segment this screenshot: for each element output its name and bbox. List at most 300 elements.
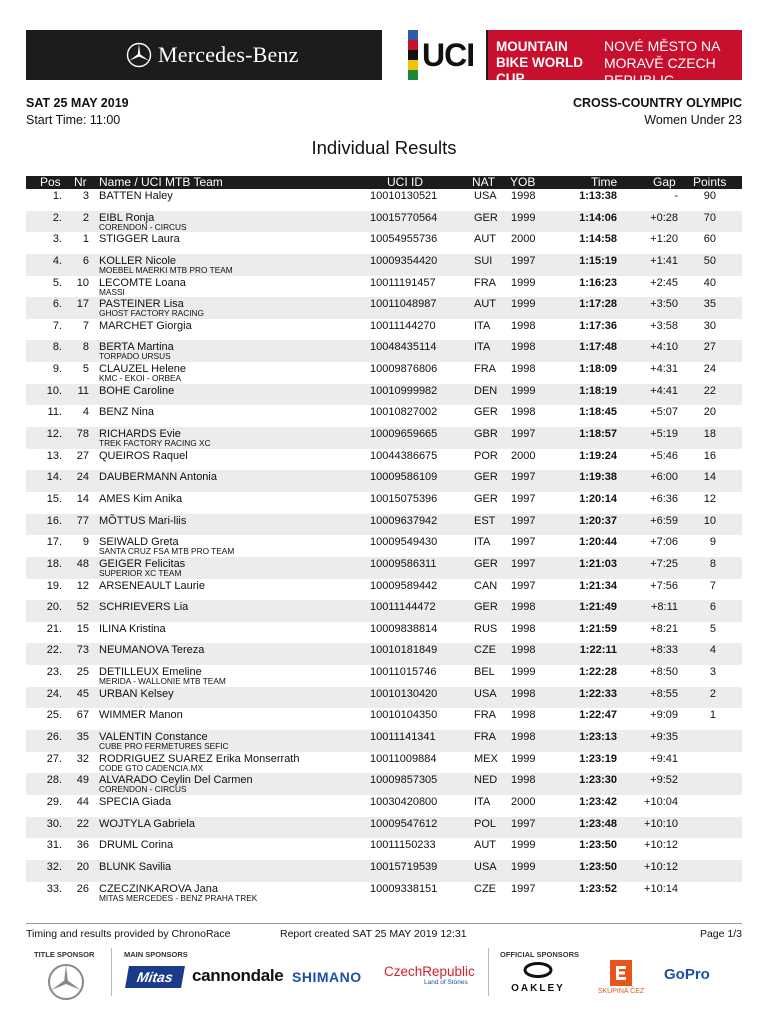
row-yob: 1997 bbox=[511, 254, 536, 267]
row-team: MASSI bbox=[99, 286, 125, 297]
cannondale-logo: cannondale bbox=[192, 966, 284, 985]
row-gap: +8:50 bbox=[650, 666, 678, 679]
row-gap: +4:31 bbox=[650, 363, 678, 376]
row-uci-id: 10010130521 bbox=[370, 190, 438, 202]
row-yob: 1998 bbox=[511, 319, 536, 332]
row-rider-name: BERTA Martina bbox=[99, 341, 174, 354]
row-nation: GBR bbox=[474, 428, 498, 441]
table-row bbox=[26, 492, 742, 514]
col-nat: NAT bbox=[472, 175, 496, 189]
row-bib: 9 bbox=[82, 536, 89, 549]
row-nation: AUT bbox=[474, 233, 496, 246]
row-rider-name: MÕTTUS Mari-liis bbox=[99, 514, 187, 527]
row-nation: GER bbox=[474, 406, 498, 419]
row-nation: FRA bbox=[474, 709, 496, 722]
row-nation: ITA bbox=[474, 795, 491, 808]
row-rider-name: LECOMTE Loana bbox=[99, 276, 186, 289]
row-gap: +1:20 bbox=[650, 233, 678, 246]
uci-logo bbox=[382, 30, 486, 80]
row-points: 20 bbox=[703, 406, 716, 419]
row-bib: 27 bbox=[76, 449, 89, 462]
table-row bbox=[26, 860, 742, 882]
row-time: 1:23:50 bbox=[579, 860, 617, 873]
cez-e-icon bbox=[610, 960, 632, 986]
row-uci-id: 10010104350 bbox=[370, 709, 438, 722]
row-gap: +10:10 bbox=[644, 817, 678, 830]
row-time: 1:22:47 bbox=[579, 709, 617, 722]
row-pos: 29. bbox=[46, 795, 62, 808]
table-row bbox=[26, 449, 742, 471]
row-team: TORPADO URSUS bbox=[99, 351, 171, 362]
row-team: SUPERIOR XC TEAM bbox=[99, 567, 182, 578]
row-pos: 5. bbox=[52, 276, 62, 289]
row-yob: 1998 bbox=[511, 363, 536, 376]
row-yob: 1998 bbox=[511, 774, 536, 787]
table-row bbox=[26, 405, 742, 427]
table-row bbox=[26, 319, 742, 341]
row-time: 1:22:33 bbox=[579, 687, 617, 700]
row-yob: 1999 bbox=[511, 298, 536, 311]
row-yob: 1997 bbox=[511, 514, 536, 527]
row-points: 24 bbox=[703, 363, 716, 376]
table-row bbox=[26, 189, 742, 211]
row-time: 1:17:28 bbox=[579, 298, 617, 311]
row-rider-name: WOJTYLA Gabriela bbox=[99, 817, 195, 830]
row-time: 1:17:36 bbox=[579, 319, 617, 332]
row-gap: +6:00 bbox=[650, 471, 678, 484]
row-uci-id: 10009338151 bbox=[370, 882, 438, 895]
row-points: 70 bbox=[703, 211, 716, 224]
row-yob: 1997 bbox=[511, 557, 536, 570]
row-gap: +4:10 bbox=[650, 341, 678, 354]
row-points: 16 bbox=[703, 449, 716, 462]
row-points: 50 bbox=[703, 254, 716, 267]
row-pos: 18. bbox=[46, 557, 62, 570]
row-nation: MEX bbox=[474, 752, 498, 765]
row-bib: 10 bbox=[76, 276, 89, 289]
row-pos: 4. bbox=[52, 254, 62, 267]
col-yob: YOB bbox=[510, 175, 536, 189]
row-yob: 1999 bbox=[511, 752, 536, 765]
row-nation: AUT bbox=[474, 298, 496, 311]
row-time: 1:18:57 bbox=[579, 428, 617, 441]
row-nation: USA bbox=[474, 687, 497, 700]
row-bib: 45 bbox=[76, 687, 89, 700]
row-nation: EST bbox=[474, 514, 496, 527]
row-bib: 25 bbox=[76, 666, 89, 679]
row-yob: 1997 bbox=[511, 471, 536, 484]
table-row bbox=[26, 362, 742, 384]
row-pos: 17. bbox=[46, 536, 62, 549]
row-points: 14 bbox=[703, 471, 716, 484]
row-pos: 31. bbox=[46, 839, 62, 852]
row-bib: 36 bbox=[76, 839, 89, 852]
row-uci-id: 10011009884 bbox=[370, 752, 437, 765]
row-team: MOEBEL MAERKI MTB PRO TEAM bbox=[99, 264, 233, 275]
row-pos: 30. bbox=[46, 817, 62, 830]
row-bib: 52 bbox=[76, 601, 89, 614]
row-team: KMC - EKOI - ORBEA bbox=[99, 373, 182, 384]
row-points: 90 bbox=[703, 190, 716, 202]
row-team: MERIDA - WALLONIE MTB TEAM bbox=[99, 676, 226, 687]
row-gap: +5:07 bbox=[650, 406, 678, 419]
oakley-ellipse-icon bbox=[523, 962, 553, 978]
row-gap: +8:21 bbox=[650, 622, 678, 635]
row-rider-name: SCHRIEVERS Lia bbox=[99, 601, 189, 614]
row-bib: 73 bbox=[76, 644, 89, 657]
row-uci-id: 10048435114 bbox=[370, 341, 437, 354]
table-row bbox=[26, 708, 742, 730]
row-pos: 28. bbox=[46, 774, 62, 787]
row-gap: +10:04 bbox=[644, 795, 678, 808]
row-rider-name: BLUNK Savilia bbox=[99, 860, 172, 873]
oakley-wordmark: OAKLEY bbox=[511, 983, 565, 994]
row-pos: 8. bbox=[52, 341, 62, 354]
row-uci-id: 10010999982 bbox=[370, 384, 438, 397]
row-gap: +0:28 bbox=[650, 211, 678, 224]
row-uci-id: 10009549430 bbox=[370, 536, 438, 549]
row-uci-id: 10009857305 bbox=[370, 774, 438, 787]
row-bib: 14 bbox=[76, 492, 89, 505]
row-rider-name: ALVARADO Ceylin Del Carmen bbox=[99, 774, 253, 787]
row-time: 1:19:24 bbox=[579, 449, 617, 462]
row-time: 1:14:06 bbox=[579, 211, 617, 224]
row-uci-id: 10030420800 bbox=[370, 795, 438, 808]
row-team: CORENDON - CIRCUS bbox=[99, 221, 187, 232]
row-bib: 35 bbox=[76, 731, 89, 744]
row-bib: 1 bbox=[82, 233, 89, 246]
row-gap: +10:12 bbox=[644, 839, 678, 852]
row-gap: +7:56 bbox=[650, 579, 678, 592]
row-rider-name: KOLLER Nicole bbox=[99, 254, 177, 267]
row-rider-name: RICHARDS Evie bbox=[99, 428, 181, 441]
row-uci-id: 10009589442 bbox=[370, 579, 438, 592]
row-yob: 1998 bbox=[511, 190, 536, 202]
row-nation: GER bbox=[474, 471, 498, 484]
table-row bbox=[26, 795, 742, 817]
row-gap: +5:46 bbox=[650, 449, 678, 462]
row-pos: 12. bbox=[46, 428, 62, 441]
row-time: 1:23:13 bbox=[579, 731, 617, 744]
row-time: 1:19:38 bbox=[579, 471, 617, 484]
row-pos: 6. bbox=[52, 298, 62, 311]
row-points: 22 bbox=[703, 384, 716, 397]
row-uci-id: 10011191457 bbox=[370, 276, 436, 289]
col-nr: Nr bbox=[74, 175, 87, 189]
mitas-wordmark: Mitas bbox=[135, 969, 175, 985]
row-yob: 1997 bbox=[511, 817, 536, 830]
row-time: 1:23:42 bbox=[579, 795, 617, 808]
table-row bbox=[26, 297, 742, 319]
table-row bbox=[26, 600, 742, 622]
row-yob: 1997 bbox=[511, 492, 536, 505]
row-nation: USA bbox=[474, 190, 497, 202]
row-points: 3 bbox=[709, 666, 716, 679]
row-time: 1:21:03 bbox=[579, 557, 617, 570]
row-bib: 3 bbox=[82, 190, 89, 202]
sponsor-divider bbox=[488, 948, 489, 996]
row-uci-id: 10044386675 bbox=[370, 449, 438, 462]
row-bib: 78 bbox=[76, 428, 89, 441]
row-bib: 24 bbox=[76, 471, 89, 484]
czech-republic-tagline: Land of Stories bbox=[424, 979, 468, 986]
row-uci-id: 10010181849 bbox=[370, 644, 438, 657]
row-time: 1:23:19 bbox=[579, 752, 617, 765]
row-nation: POL bbox=[474, 817, 497, 830]
cez-logo bbox=[590, 960, 652, 995]
row-yob: 2000 bbox=[511, 233, 536, 246]
row-bib: 17 bbox=[76, 298, 89, 311]
row-rider-name: DAUBERMANN Antonia bbox=[99, 471, 217, 484]
row-nation: BEL bbox=[474, 666, 495, 679]
table-row bbox=[26, 665, 742, 687]
row-time: 1:22:11 bbox=[579, 644, 617, 657]
table-row bbox=[26, 579, 742, 601]
row-rider-name: ILINA Kristina bbox=[99, 622, 166, 635]
table-row bbox=[26, 838, 742, 860]
table-row bbox=[26, 211, 742, 233]
row-team: CUBE PRO FERMETURES SEFIC bbox=[99, 741, 229, 752]
row-points: 40 bbox=[703, 276, 716, 289]
row-time: 1:21:59 bbox=[579, 622, 617, 635]
row-rider-name: GEIGER Felicitas bbox=[99, 557, 186, 570]
col-gap: Gap bbox=[653, 175, 676, 189]
row-rider-name: BATTEN Haley bbox=[99, 190, 173, 202]
row-nation: RUS bbox=[474, 622, 498, 635]
row-uci-id: 10009838814 bbox=[370, 622, 438, 635]
row-time: 1:18:19 bbox=[579, 384, 617, 397]
row-yob: 1998 bbox=[511, 709, 536, 722]
row-uci-id: 10015075396 bbox=[370, 492, 438, 505]
row-rider-name: STIGGER Laura bbox=[99, 233, 180, 246]
row-gap: +7:06 bbox=[650, 536, 678, 549]
row-uci-id: 10015770564 bbox=[370, 211, 438, 224]
row-points: 1 bbox=[709, 709, 716, 722]
row-rider-name: QUEIROS Raquel bbox=[99, 449, 188, 462]
row-uci-id: 10011048987 bbox=[370, 298, 437, 311]
results-table-header bbox=[26, 176, 742, 189]
table-row bbox=[26, 817, 742, 839]
row-rider-name: EIBL Ronja bbox=[99, 211, 155, 224]
row-gap: +8:33 bbox=[650, 644, 678, 657]
row-gap: +4:41 bbox=[650, 384, 678, 397]
row-yob: 1998 bbox=[511, 406, 536, 419]
row-gap: +8:55 bbox=[650, 687, 678, 700]
row-points: 10 bbox=[703, 514, 716, 527]
row-rider-name: URBAN Kelsey bbox=[99, 687, 174, 700]
table-row bbox=[26, 535, 742, 557]
title-sponsor-logo bbox=[126, 42, 299, 68]
row-bib: 22 bbox=[76, 817, 89, 830]
row-pos: 32. bbox=[46, 860, 62, 873]
title-sponsor-label: TITLE SPONSOR bbox=[34, 950, 95, 959]
czech-republic-wordmark: CzechRepublic bbox=[384, 964, 475, 979]
row-time: 1:23:48 bbox=[579, 817, 617, 830]
row-yob: 1999 bbox=[511, 211, 536, 224]
row-gap: +9:35 bbox=[650, 731, 678, 744]
row-pos: 27. bbox=[46, 752, 62, 765]
category: Women Under 23 bbox=[644, 113, 742, 127]
row-yob: 1998 bbox=[511, 687, 536, 700]
row-pos: 33. bbox=[46, 882, 62, 895]
row-gap: +1:41 bbox=[650, 254, 678, 267]
row-time: 1:18:45 bbox=[579, 406, 617, 419]
mitas-logo bbox=[125, 966, 185, 988]
row-nation: ITA bbox=[474, 319, 491, 332]
row-points: 5 bbox=[709, 622, 716, 635]
row-nation: SUI bbox=[474, 254, 493, 267]
row-pos: 1. bbox=[52, 190, 62, 202]
table-row bbox=[26, 470, 742, 492]
row-uci-id: 10009586109 bbox=[370, 471, 438, 484]
row-nation: AUT bbox=[474, 839, 496, 852]
row-time: 1:23:30 bbox=[579, 774, 617, 787]
row-bib: 5 bbox=[82, 363, 89, 376]
row-rider-name: DETILLEUX Emeline bbox=[99, 666, 202, 679]
shimano-logo: SHIMANO bbox=[292, 969, 362, 985]
table-row bbox=[26, 340, 742, 362]
row-time: 1:22:28 bbox=[579, 666, 617, 679]
row-team: GHOST FACTORY RACING bbox=[99, 308, 204, 319]
row-pos: 23. bbox=[46, 666, 62, 679]
table-row bbox=[26, 643, 742, 665]
row-nation: GER bbox=[474, 557, 498, 570]
row-rider-name: VALENTIN Constance bbox=[99, 731, 208, 744]
row-time: 1:23:52 bbox=[579, 882, 617, 895]
row-yob: 1998 bbox=[511, 622, 536, 635]
row-yob: 1999 bbox=[511, 860, 536, 873]
row-rider-name: BOHE Caroline bbox=[99, 384, 175, 397]
row-bib: 20 bbox=[76, 860, 89, 873]
table-row bbox=[26, 730, 742, 752]
row-gap: +9:52 bbox=[650, 774, 678, 787]
row-pos: 19. bbox=[46, 579, 62, 592]
row-rider-name: BENZ Nina bbox=[99, 406, 155, 419]
row-uci-id: 10011150233 bbox=[370, 839, 436, 852]
row-pos: 3. bbox=[52, 233, 62, 246]
mercedes-star-icon bbox=[46, 962, 86, 1002]
world-cup-panel bbox=[488, 30, 742, 88]
row-pos: 15. bbox=[46, 492, 62, 505]
table-row bbox=[26, 752, 742, 774]
table-row bbox=[26, 687, 742, 709]
oakley-logo bbox=[505, 962, 571, 994]
table-row bbox=[26, 557, 742, 579]
row-uci-id: 10010827002 bbox=[370, 406, 438, 419]
row-gap: +9:09 bbox=[650, 709, 678, 722]
row-uci-id: 10015719539 bbox=[370, 860, 438, 873]
table-row bbox=[26, 773, 742, 795]
row-uci-id: 10009876806 bbox=[370, 363, 438, 376]
venue-title: NOVÉ MĚSTO NA MORAVĚ CZECH REPUBLIC bbox=[604, 38, 720, 88]
row-pos: 11. bbox=[47, 406, 62, 419]
row-uci-id: 10011141341 bbox=[370, 731, 436, 744]
footer-divider bbox=[26, 923, 742, 924]
row-time: 1:13:38 bbox=[579, 190, 617, 202]
row-gap: +3:50 bbox=[650, 298, 678, 311]
row-points: 9 bbox=[709, 536, 716, 549]
row-points: 27 bbox=[703, 341, 716, 354]
row-rider-name: DRUML Corina bbox=[99, 839, 174, 852]
row-team: CODE GTO CADENCIA.MX bbox=[99, 762, 204, 773]
row-rider-name: RODRIGUEZ SUAREZ Erika Monserrath bbox=[99, 752, 300, 765]
row-nation: FRA bbox=[474, 731, 496, 744]
uci-wordmark: UCI bbox=[422, 36, 475, 73]
row-pos: 24. bbox=[46, 687, 62, 700]
row-points: 60 bbox=[703, 233, 716, 246]
row-yob: 1998 bbox=[511, 341, 536, 354]
event-date: SAT 25 MAY 2019 bbox=[26, 96, 129, 110]
row-gap: +3:58 bbox=[650, 319, 678, 332]
row-yob: 1997 bbox=[511, 882, 536, 895]
row-nation: FRA bbox=[474, 363, 496, 376]
row-time: 1:17:48 bbox=[579, 341, 617, 354]
row-yob: 1998 bbox=[511, 644, 536, 657]
page-number: Page 1/3 bbox=[699, 928, 742, 940]
row-gap: +7:25 bbox=[650, 557, 678, 570]
row-time: 1:20:44 bbox=[579, 536, 617, 549]
row-gap: +5:19 bbox=[650, 428, 678, 441]
row-bib: 2 bbox=[82, 211, 89, 224]
row-points: 12 bbox=[703, 492, 716, 505]
timing-credit: Timing and results provided by ChronoRace bbox=[26, 928, 231, 940]
row-nation: DEN bbox=[474, 384, 498, 397]
row-yob: 1999 bbox=[511, 666, 536, 679]
row-yob: 1997 bbox=[511, 579, 536, 592]
official-sponsors-label: OFFICIAL SPONSORS bbox=[500, 950, 580, 959]
row-team: SANTA CRUZ FSA MTB PRO TEAM bbox=[99, 546, 235, 557]
row-bib: 7 bbox=[82, 319, 89, 332]
series-title: MOUNTAIN BIKE WORLD CUP bbox=[496, 39, 583, 86]
uci-rainbow-stripes bbox=[408, 30, 418, 80]
table-row bbox=[26, 514, 742, 536]
row-uci-id: 10011015746 bbox=[370, 666, 437, 679]
row-uci-id: 10009637942 bbox=[370, 514, 438, 527]
page-title: Individual Results bbox=[311, 137, 457, 158]
row-yob: 1998 bbox=[511, 731, 536, 744]
row-time: 1:14:58 bbox=[579, 233, 617, 246]
col-time: Time bbox=[591, 175, 618, 189]
row-gap: +10:12 bbox=[644, 860, 678, 873]
row-nation: NED bbox=[474, 774, 498, 787]
row-yob: 2000 bbox=[511, 449, 536, 462]
row-bib: 49 bbox=[76, 774, 89, 787]
row-bib: 26 bbox=[76, 882, 89, 895]
report-created: Report created SAT 25 MAY 2019 12:31 bbox=[280, 928, 467, 940]
table-row bbox=[26, 384, 742, 406]
row-points: 7 bbox=[709, 579, 716, 592]
row-rider-name: ARSENEAULT Laurie bbox=[99, 579, 205, 592]
row-nation: GER bbox=[474, 211, 498, 224]
col-name: Name / UCI MTB Team bbox=[99, 175, 223, 189]
row-bib: 8 bbox=[82, 341, 89, 354]
row-uci-id: 10010130420 bbox=[370, 687, 438, 700]
gopro-logo: GoPro bbox=[664, 966, 710, 983]
row-bib: 32 bbox=[76, 752, 89, 765]
row-pos: 2. bbox=[52, 211, 62, 224]
row-pos: 21. bbox=[46, 622, 62, 635]
row-time: 1:21:34 bbox=[579, 579, 617, 592]
row-gap: +6:59 bbox=[650, 514, 678, 527]
row-yob: 1998 bbox=[511, 601, 536, 614]
row-time: 1:15:19 bbox=[579, 254, 617, 267]
row-points: 2 bbox=[709, 687, 716, 700]
mercedes-star-icon bbox=[126, 42, 152, 68]
col-points: Points bbox=[693, 175, 727, 189]
row-points: 6 bbox=[709, 601, 716, 614]
row-bib: 12 bbox=[76, 579, 89, 592]
row-rider-name: SEIWALD Greta bbox=[99, 536, 179, 549]
